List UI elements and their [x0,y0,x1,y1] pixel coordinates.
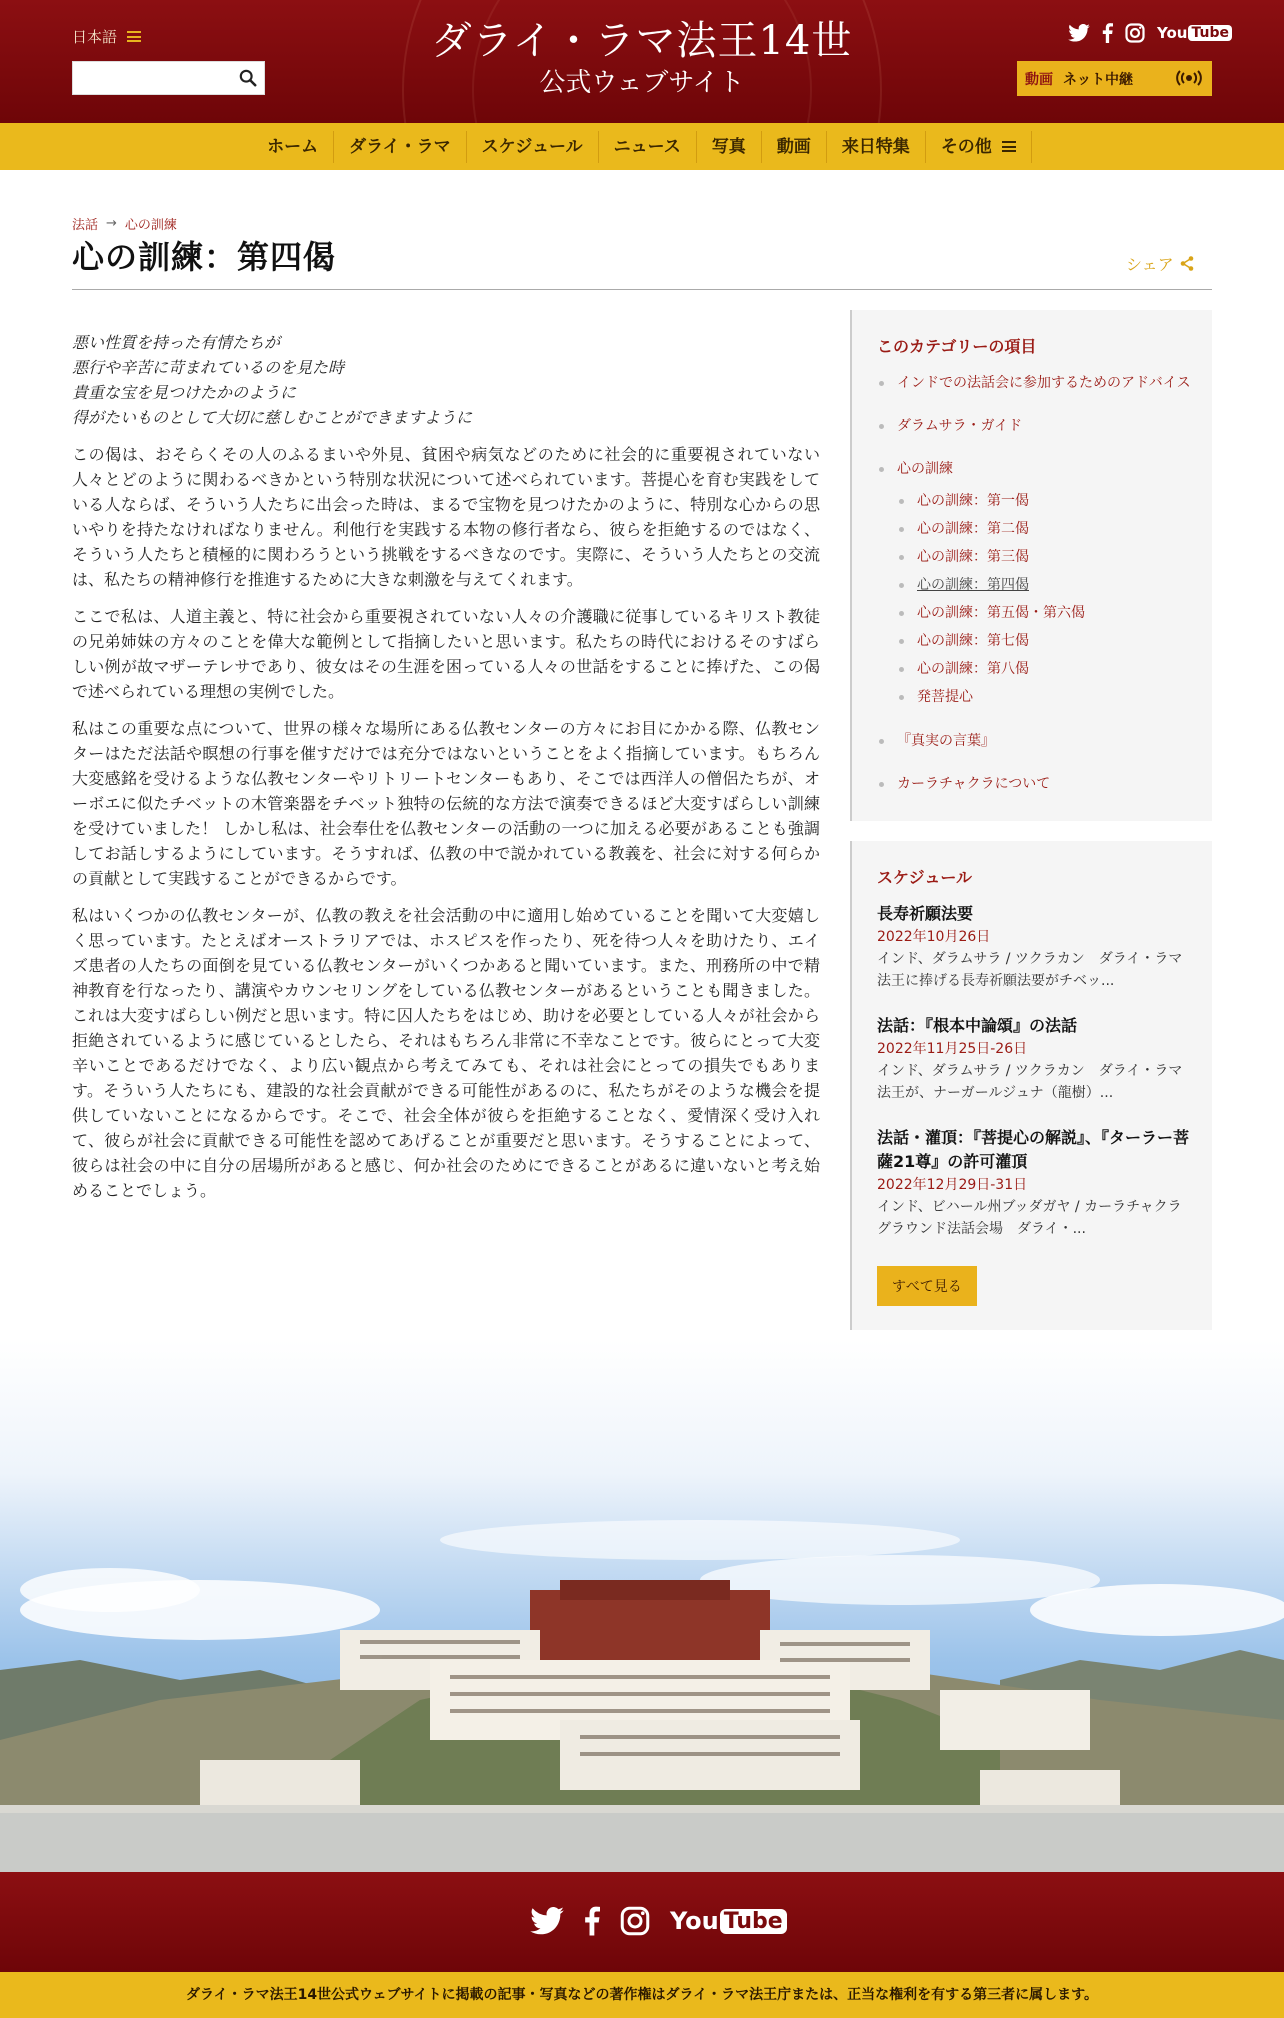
main-nav [0,123,1284,170]
event-date: 2022年12月29日-31日 [877,1177,1028,1193]
footer-social-links [530,1906,787,1936]
category-box [850,310,1212,821]
twitter-icon[interactable] [1068,24,1090,42]
article-paragraph: 私はこの重要な点について、世界の様々な場所にある仏教センターの方々にお目にかかる際、仏教センターはただ法話や瞑想の行事を催すだけでは充分ではないということをよく指摘しています。もちろん大変感銘を受けるような仏教センターやリトリートセンターもあり、そこでは西洋人の僧侶たちが、オーボエに似たチベットの木管楽器をチベット独特の伝統的な方法で演奏できるほど大変すばらしい訓練を受けていました！ しかし私は、社会奉仕を仏教センターの活動の一つに加える必要があることも強調してお話しするようにしています。そうすれば、仏教の中で説かれている教義を、社会に対する何らかの貢献として実践することができるからです。 [72,719,820,888]
category-link[interactable]: 心の訓練 [897,461,953,477]
site-header [0,0,1284,123]
breadcrumb-current[interactable]: 心の訓練 [124,218,177,233]
schedule-event[interactable] [877,1014,1192,1104]
event-title[interactable]: 長寿祈願法要 [877,904,974,923]
category-item [877,414,1192,439]
site-title-line1: ダライ・ラマ法王14世 [431,18,853,64]
category-item [877,371,1192,396]
twitter-icon[interactable] [530,1907,564,1935]
article-paragraph: 私はいくつかの仏教センターが、仏教の教えを社会活動の中に適用し始めていることを聞いて大変嬉しく思っています。たとえばオーストラリアでは、ホスピスを作ったり、死を待つ人々を助けたり、エイズ患者の人たちの面倒を見ている仏教センターがいくつかあると聞いています。また、刑務所の中で精神教育を行なったり、講演やカウンセリングをしている仏教センターがあるということも聞きました。これは大変すばらしい例だと思います。特に囚人たちをはじめ、助けを必要としている人々が社会から拒絶されているように感じているとしたら、それはもちろん非常に不幸なことです。彼らにとって大変辛いことであるだけでなく、より広い観点から考えてみても、それは社会にとっての損失でもあります。そういう人たちにも、建設的な社会貢献ができる可能性があるのに、私たちがそのような機会を提供していないことになるからです。そこで、社会全体が彼らを拒絶することなく、愛情深く受け入れて、彼らが社会に貢献できる可能性を認めてあげることが重要だと思います。そうすることによって、彼らは社会の中に自分の居場所があると感じ、何か社会のためにできることがあるに違いないと考え始めることでしょう。 [72,906,820,1200]
nav-item-videos[interactable]: 動画 [762,131,827,163]
youtube-you: You [670,1907,719,1935]
verse-line: 悪い性質を持った有情たちが [72,333,281,352]
nav-item-japan-visit[interactable]: 来日特集 [827,131,926,163]
nav-item-dalai-lama[interactable]: ダライ・ラマ [334,131,467,163]
menu-icon [1002,141,1016,152]
potala-palace-image [0,1340,1284,1872]
copyright-notice: ダライ・ラマ法王14世公式ウェブサイトに掲載の記事・写真などの著作権はダライ・ラマ法王庁または、正当な権利を有する第三者に属します。 [0,1972,1284,2018]
subcategory-item[interactable]: 心の訓練：第五偈・第六偈 [897,599,1192,627]
live-net-label: ネット中継 [1063,71,1133,88]
share-label: シェア [1126,255,1174,274]
schedule-heading: スケジュール [877,868,973,887]
title-divider [72,289,1212,290]
nav-item-home[interactable]: ホーム [252,131,334,163]
search-input[interactable] [73,62,233,94]
subcategory-item[interactable]: 心の訓練：第八偈 [897,655,1192,683]
subcategory-list [897,487,1192,711]
site-title-line2: 公式ウェブサイト [539,68,745,98]
share-button[interactable] [1126,252,1194,275]
category-link[interactable]: ダラムサラ・ガイド [897,418,1023,434]
instagram-icon[interactable] [620,1906,650,1936]
category-list [877,371,1192,797]
article-paragraph: ここで私は、人道主義と、特に社会から重要視されていない人々の介護職に従事しているキリスト教徒の兄弟姉妹の方々のことを偉大な範例として指摘したいと思います。私たちの時代におけるそのすばらしい例が故マザーテレサであり、彼女はその生涯を困っている人々の世話をすることに捧げた、この偈で述べられている理想の実例でした。 [72,607,820,701]
category-item [877,772,1192,797]
youtube-you: You [1157,24,1188,42]
schedule-box [850,841,1212,1330]
event-title[interactable]: 法話：『根本中論頌』の法話 [877,1016,1078,1035]
subcategory-item[interactable]: 心の訓練：第七偈 [897,627,1192,655]
instagram-icon[interactable] [1125,23,1145,43]
see-all-button[interactable]: すべて見る [877,1266,977,1306]
verse-line: 悪行や辛苦に苛まれているのを見た時 [72,358,345,377]
category-item [877,457,1192,711]
event-date: 2022年11月25日-26日 [877,1041,1028,1057]
share-icon [1180,256,1194,271]
event-excerpt: インド、ダラムサラ / ツクラカン ダライ・ラマ法王に捧げる長寿祈願法要がチベッ... [877,951,1183,989]
search-box [72,61,265,95]
nav-item-schedule[interactable]: スケジュール [467,131,599,163]
article-paragraph: この偈は、おそらくその人のふるまいや外見、貧困や病気などのために社会的に重要視されていない人々とどのように関わるべきかという特別な状況について述べられています。菩提心を育む実践をしている人ならば、そういう人たちに出会った時は、まるで宝物を見つけたかのように、特別な心からの思いやりを持たなければなりません。利他行を実践する本物の修行者なら、彼らを拒絶するのではなく、そういう人たちと積極的に関わろうという挑戦をするべきなのです。実際に、そういう人たちとの交流は、私たちの精神修行を推進するために大きな刺激を与えてくれます。 [72,445,820,589]
menu-icon[interactable] [127,31,141,42]
subcategory-item[interactable]: 心の訓練：第一偈 [897,487,1192,515]
breadcrumb-arrow: → [106,216,117,231]
live-stream-button[interactable] [1017,61,1212,96]
schedule-event[interactable] [877,902,1192,992]
nav-item-photos[interactable]: 写真 [697,131,762,163]
event-title[interactable]: 法話・灌頂：『菩提心の解説』、『ターラー菩薩21尊』の許可灌頂 [877,1128,1190,1171]
youtube-tube: Tube [1188,25,1232,41]
language-label: 日本語 [72,28,118,46]
category-link[interactable]: インドでの法話会に参加するためのアドバイス [897,375,1191,391]
verse-line: 貴重な宝を見つけたかのように [72,383,297,402]
breadcrumb [72,214,177,233]
subcategory-item[interactable]: 発菩提心 [897,683,1192,711]
event-excerpt: インド、ダラムサラ / ツクラカン ダライ・ラマ法王が、ナーガールジュナ（龍樹）... [877,1063,1183,1101]
subcategory-item-current[interactable]: 心の訓練：第四偈 [897,571,1192,599]
search-icon[interactable] [239,69,257,87]
live-video-label: 動画 [1025,71,1053,88]
sidebar [850,310,1212,1330]
event-date: 2022年10月26日 [877,929,991,945]
site-footer [0,1872,1284,1972]
language-selector[interactable] [72,26,141,47]
category-item [877,729,1192,754]
nav-item-more[interactable] [926,131,1032,163]
youtube-icon[interactable] [1157,24,1232,42]
facebook-icon[interactable] [1102,23,1113,43]
subcategory-item[interactable]: 心の訓練：第二偈 [897,515,1192,543]
subcategory-item[interactable]: 心の訓練：第三偈 [897,543,1192,571]
site-title[interactable] [400,18,884,100]
article-body [72,330,820,1215]
youtube-tube: Tube [720,1909,787,1934]
breadcrumb-root[interactable]: 法話 [72,218,99,233]
category-link[interactable]: カーラチャクラについて [897,776,1051,792]
verse-line: 得がたいものとして大切に慈しむことができますように [72,408,473,427]
youtube-icon[interactable] [670,1907,787,1935]
header-social-links [1068,23,1232,43]
category-link[interactable]: 『真実の言葉』 [897,733,995,749]
nav-item-more-label: その他 [940,136,992,157]
schedule-event[interactable] [877,1126,1192,1240]
broadcast-icon [1176,70,1202,86]
verse [72,330,820,430]
page-title: 心の訓練：第四偈 [72,238,337,276]
facebook-icon[interactable] [584,1906,600,1936]
nav-item-news[interactable]: ニュース [599,131,697,163]
event-excerpt: インド、ビハール州ブッダガヤ / カーラチャクラグラウンド法話会場 ダライ・... [877,1199,1182,1237]
category-heading: このカテゴリーの項目 [877,337,1037,356]
